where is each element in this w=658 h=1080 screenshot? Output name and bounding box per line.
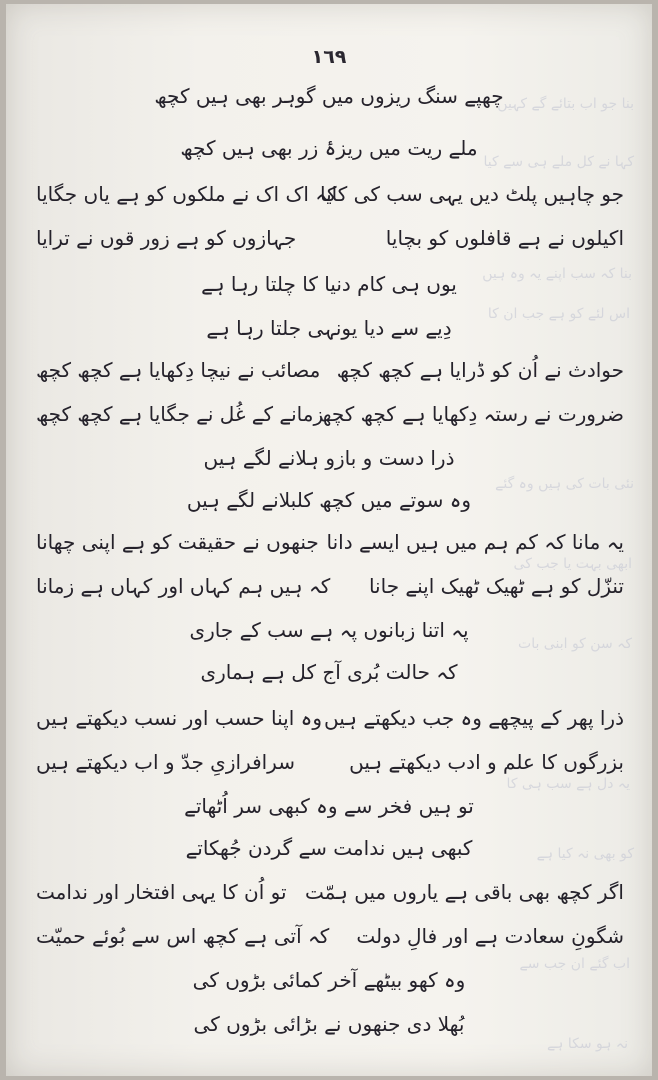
- verse-line-left: تو اُن کا یہی افتخار اور ندامت: [36, 880, 287, 904]
- verse-line-right: اگر کچھ بھی باقی ہے یاروں میں ہمّت: [304, 880, 624, 904]
- verse-line: کہ حالت بُری آج کل ہے ہماری: [200, 660, 458, 684]
- bleed-through-text: اس لئے کو ہے جب ان کا: [487, 306, 630, 322]
- bleed-through-text: کہا نے کل ملے ہی سے کیا: [483, 154, 634, 170]
- book-page: [6, 4, 652, 1076]
- page-number: ١٦٩: [311, 46, 347, 68]
- bleed-through-text: نہ ہو سکا ہے: [546, 1036, 628, 1052]
- verse-line-left: جہازوں کو ہے زور قوں نے ترایا: [36, 226, 297, 250]
- verse-line-left: زمانے کے غُل نے جگایا ہے کچھ کچھ: [36, 402, 324, 426]
- verse-line-right: حوادث نے اُن کو ڈرایا ہے کچھ کچھ: [336, 358, 624, 382]
- verse-line-right: ذرا پھر کے پیچھے وہ جب دیکھتے ہیں: [324, 706, 624, 730]
- verse-line-left: جنھوں نے حقیقت کو ہے اپنی چھانا: [36, 530, 319, 554]
- verse-line-right: تنزّل کو ہے ٹھیک ٹھیک اپنے جانا: [368, 574, 624, 598]
- verse-line: پہ اتنا زبانوں پہ ہے سب کے جاری: [189, 618, 469, 642]
- verse-line-left: وہ اپنا حسب اور نسب دیکھتے ہیں: [36, 706, 323, 730]
- bleed-through-text: نئی بات کی ہیں وہ گئے: [495, 476, 634, 492]
- verse-line: بُھلا دی جنھوں نے بڑائی بڑوں کی: [193, 1012, 465, 1036]
- verse-line: ملے ریت میں ریزۂ زر بھی ہیں کچھ: [180, 136, 478, 160]
- verse-line-left: مصائب نے نیچا دِکھایا ہے کچھ کچھ: [36, 358, 321, 382]
- bleed-through-text: بنا جو اب بتائے گے کہیں: [497, 96, 634, 112]
- verse-line-right: اکیلوں نے ہے قافلوں کو بچایا: [385, 226, 624, 250]
- bleed-through-text: بنا کہ سب اپنے یہ وہ ہیں: [482, 266, 632, 282]
- bleed-through-text: کہ سن کو ابنی بات: [518, 636, 632, 652]
- verse-line-right: جو چاہیں پلٹ دیں یہی سب کی کایا: [320, 182, 624, 206]
- verse-line-right: ضرورت نے رستہ دِکھایا ہے کچھ کچھ: [319, 402, 624, 426]
- bleed-through-text: ابھی بہت یا جب کی: [513, 556, 632, 572]
- verse-line: دِیے سے دیا یونہی جلتا رہا ہے: [206, 316, 452, 340]
- verse-line-right: شگونِ سعادت ہے اور فالِ دولت: [356, 924, 624, 948]
- verse-line: وہ سوتے میں کچھ کلبلانے لگے ہیں: [186, 488, 472, 512]
- verse-line: کبھی ہیں ندامت سے گردن جُھکاتے: [185, 836, 473, 860]
- bleed-through-text: اب گئے ان جب سے: [519, 956, 630, 972]
- verse-line: تو ہیں فخر سے وہ کبھی سر اُٹھاتے: [184, 794, 474, 818]
- verse-line-left: کہ آتی ہے کچھ اس سے بُوئے حمیّت: [36, 924, 330, 948]
- bleed-through-text: کو بھی نہ کیا ہے: [536, 846, 634, 862]
- verse-line-left: کہ ہیں ہم کہاں اور کہاں ہے زمانا: [36, 574, 331, 598]
- verse-line: یوں ہی کام دنیا کا چلتا رہا ہے: [201, 272, 457, 296]
- bleed-through-text: یہ دل ہے سب ہی کا: [506, 776, 630, 792]
- verse-line: وہ کھو بیٹھے آخر کمائی بڑوں کی: [192, 968, 466, 992]
- verse-line: ذرا دست و بازو ہلانے لگے ہیں: [203, 446, 455, 470]
- verse-line: چھپے سنگ ریزوں میں گوہر بھی ہیں کچھ: [154, 84, 504, 108]
- verse-line-left: سرافرازیِ جدّ و اب دیکھتے ہیں: [36, 750, 295, 774]
- verse-line-left: کہ اک اک نے ملکوں کو ہے یاں جگایا: [36, 182, 337, 206]
- verse-line-right: یہ مانا کہ کم ہم میں ہیں ایسے دانا: [326, 530, 624, 554]
- verse-line-right: بزرگوں کا علم و ادب دیکھتے ہیں: [349, 750, 624, 774]
